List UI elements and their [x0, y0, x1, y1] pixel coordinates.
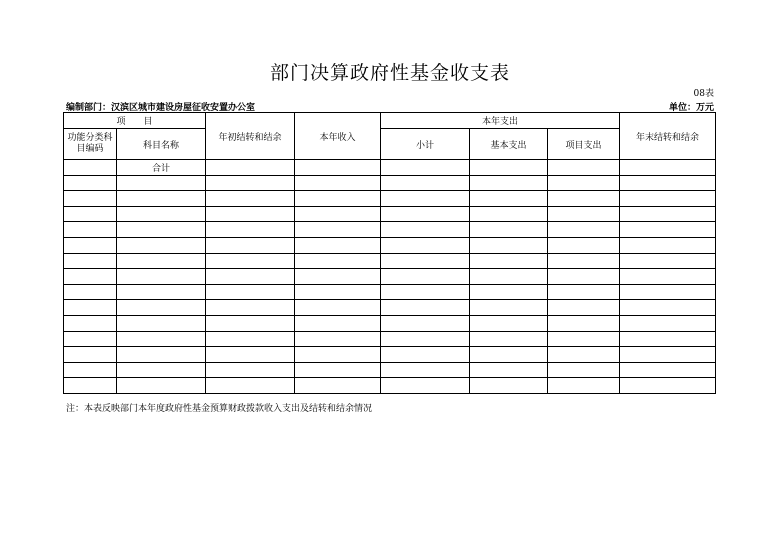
table-cell — [470, 253, 548, 269]
header-income: 本年收入 — [295, 113, 381, 160]
table-row — [64, 160, 716, 176]
table-cell — [295, 362, 381, 378]
table-cell — [381, 347, 470, 363]
table-cell — [548, 206, 620, 222]
table-cell — [620, 191, 716, 207]
table-cell — [470, 191, 548, 207]
table-cell — [620, 347, 716, 363]
table-cell — [117, 175, 206, 191]
table-cell — [295, 315, 381, 331]
table-cell — [295, 160, 381, 176]
table-cell — [117, 222, 206, 238]
table-cell — [381, 362, 470, 378]
table-cell — [206, 284, 295, 300]
table-cell — [548, 300, 620, 316]
table-cell — [64, 269, 117, 285]
table-cell — [470, 347, 548, 363]
table-cell — [64, 300, 117, 316]
table-row — [64, 175, 716, 191]
table-cell — [117, 315, 206, 331]
table-cell — [548, 191, 620, 207]
table-cell — [206, 206, 295, 222]
table-cell — [206, 378, 295, 394]
table-row — [64, 315, 716, 331]
table-cell: 合计 — [117, 160, 206, 176]
header-expense: 本年支出 — [381, 113, 620, 129]
header-item: 项 目 — [64, 113, 206, 129]
table-cell — [117, 378, 206, 394]
table-cell — [117, 237, 206, 253]
table-cell — [206, 315, 295, 331]
page-title: 部门决算政府性基金收支表 — [269, 62, 510, 84]
table-cell — [117, 206, 206, 222]
table-cell — [64, 315, 117, 331]
table-cell — [117, 253, 206, 269]
table-cell — [381, 237, 470, 253]
table-body — [64, 160, 716, 394]
footnote: 注：本表反映部门本年度政府性基金预算财政拨款收入支出及结转和结余情况 — [66, 404, 373, 414]
table-cell — [64, 253, 117, 269]
table-cell — [295, 222, 381, 238]
table-cell — [548, 175, 620, 191]
table-cell — [381, 253, 470, 269]
table-cell — [206, 347, 295, 363]
table-cell — [381, 160, 470, 176]
table-cell — [381, 331, 470, 347]
currency-unit: 单位：万元 — [668, 103, 714, 113]
table-cell — [295, 300, 381, 316]
compiling-department: 编制部门：汉滨区城市建设房屋征收安置办公室 — [66, 103, 256, 113]
table-cell — [64, 237, 117, 253]
table-cell — [548, 331, 620, 347]
table-cell — [381, 269, 470, 285]
table-cell — [117, 300, 206, 316]
table-cell — [620, 284, 716, 300]
table-cell — [295, 378, 381, 394]
table-cell — [117, 362, 206, 378]
table-cell — [620, 237, 716, 253]
table-row — [64, 206, 716, 222]
table-cell — [64, 331, 117, 347]
table-cell — [470, 331, 548, 347]
table-row — [64, 222, 716, 238]
table-cell — [381, 222, 470, 238]
table-cell — [548, 284, 620, 300]
table-cell — [206, 300, 295, 316]
table-cell — [206, 331, 295, 347]
table-cell — [381, 206, 470, 222]
table-cell — [548, 160, 620, 176]
table-cell — [117, 191, 206, 207]
table-cell — [64, 191, 117, 207]
table-cell — [295, 284, 381, 300]
header-subtotal: 小计 — [381, 129, 470, 160]
table-cell — [295, 237, 381, 253]
table-cell — [117, 269, 206, 285]
table-row — [64, 331, 716, 347]
table-cell — [64, 160, 117, 176]
table-cell — [381, 175, 470, 191]
table-cell — [295, 347, 381, 363]
table-cell — [548, 362, 620, 378]
table-cell — [548, 222, 620, 238]
header-func-code: 功能分类科目编码 — [64, 129, 117, 160]
table-cell — [470, 378, 548, 394]
table-row — [64, 300, 716, 316]
table-cell — [548, 253, 620, 269]
table-cell — [295, 175, 381, 191]
table-row — [64, 191, 716, 207]
header-subject-name: 科目名称 — [117, 129, 206, 160]
table-cell — [117, 284, 206, 300]
table-cell — [64, 175, 117, 191]
table-cell — [470, 284, 548, 300]
table-cell — [620, 222, 716, 238]
table-cell — [620, 300, 716, 316]
table-cell — [381, 378, 470, 394]
table-cell — [295, 206, 381, 222]
header-project: 项目支出 — [548, 129, 620, 160]
table-row — [64, 284, 716, 300]
table-row — [64, 362, 716, 378]
table-cell — [206, 237, 295, 253]
table-cell — [381, 191, 470, 207]
table-row — [64, 347, 716, 363]
table-cell — [117, 347, 206, 363]
table-cell — [620, 253, 716, 269]
table-cell — [64, 222, 117, 238]
table-cell — [206, 160, 295, 176]
header-basic: 基本支出 — [470, 129, 548, 160]
table-cell — [620, 269, 716, 285]
table-row — [64, 253, 716, 269]
table-cell — [295, 253, 381, 269]
table-cell — [620, 331, 716, 347]
table-cell — [64, 378, 117, 394]
table-cell — [470, 315, 548, 331]
table-cell — [620, 315, 716, 331]
table-cell — [381, 284, 470, 300]
table-cell — [64, 206, 117, 222]
table-cell — [548, 237, 620, 253]
table-row — [64, 237, 716, 253]
table-cell — [64, 284, 117, 300]
table-cell — [381, 315, 470, 331]
table-cell — [295, 191, 381, 207]
table-cell — [470, 175, 548, 191]
table-cell — [206, 269, 295, 285]
table-cell — [206, 362, 295, 378]
table-cell — [470, 160, 548, 176]
table-cell — [620, 378, 716, 394]
table-cell — [206, 191, 295, 207]
table-cell — [206, 253, 295, 269]
table-cell — [470, 222, 548, 238]
table-cell — [470, 300, 548, 316]
table-number: 08表 — [693, 89, 714, 99]
table-row — [64, 269, 716, 285]
fund-table — [63, 112, 716, 394]
table-cell — [620, 175, 716, 191]
table-cell — [381, 300, 470, 316]
table-cell — [548, 269, 620, 285]
table-cell — [470, 206, 548, 222]
header-end-balance: 年末结转和结余 — [620, 113, 716, 160]
table-cell — [620, 362, 716, 378]
table-cell — [64, 347, 117, 363]
table-cell — [620, 160, 716, 176]
table-cell — [295, 269, 381, 285]
table-cell — [206, 175, 295, 191]
table-cell — [64, 362, 117, 378]
table-cell — [548, 378, 620, 394]
table-cell — [470, 237, 548, 253]
header-begin-balance: 年初结转和结余 — [206, 113, 295, 160]
table-cell — [620, 206, 716, 222]
table-cell — [548, 315, 620, 331]
table-cell — [470, 362, 548, 378]
table-row — [64, 378, 716, 394]
table-cell — [470, 269, 548, 285]
table-cell — [117, 331, 206, 347]
table-cell — [206, 222, 295, 238]
table-cell — [548, 347, 620, 363]
table-cell — [295, 331, 381, 347]
